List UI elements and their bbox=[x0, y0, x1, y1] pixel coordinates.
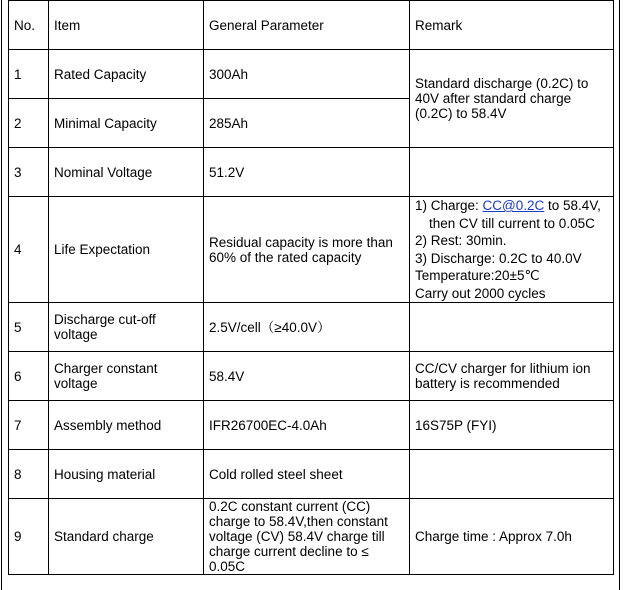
row-item: Standard charge bbox=[49, 499, 204, 575]
row-param: IFR26700EC-4.0Ah bbox=[204, 401, 410, 450]
row-param: 0.2C constant current (CC) charge to 58.4V,then constant voltage (CV) 58.4V charge till charge current decline to ≤ 0.05C bbox=[204, 499, 410, 575]
row-param: Residual capacity is more than 60% of the rated capacity bbox=[204, 197, 410, 303]
table-row bbox=[9, 450, 614, 499]
table-row bbox=[9, 499, 614, 575]
row-no: 6 bbox=[9, 352, 49, 401]
header-remark: Remark bbox=[410, 1, 614, 50]
row-item: Life Expectation bbox=[49, 197, 204, 303]
row-param: 51.2V bbox=[204, 148, 410, 197]
row-remark bbox=[410, 303, 614, 352]
row-param: 2.5V/cell（≥40.0V） bbox=[204, 303, 410, 352]
row-no: 8 bbox=[9, 450, 49, 499]
row-param: 285Ah bbox=[204, 99, 410, 148]
row-remark bbox=[410, 148, 614, 197]
table-row bbox=[9, 148, 614, 197]
life-charge-continued: then CV till current to 0.05C bbox=[429, 215, 595, 231]
page-border-right bbox=[619, 0, 620, 590]
row-item: Housing material bbox=[49, 450, 204, 499]
row-param: 58.4V bbox=[204, 352, 410, 401]
header-general-parameter: General Parameter bbox=[204, 1, 410, 50]
table-row bbox=[9, 303, 614, 352]
row-no: 9 bbox=[9, 499, 49, 575]
row-no: 4 bbox=[9, 197, 49, 303]
row-param: Cold rolled steel sheet bbox=[204, 450, 410, 499]
row-item: Rated Capacity bbox=[49, 50, 204, 99]
specification-table bbox=[8, 0, 614, 575]
row-remark: CC/CV charger for lithium ion battery is recommended bbox=[410, 352, 614, 401]
page-border-left bbox=[1, 0, 2, 590]
header-row bbox=[9, 1, 614, 50]
row-item: Assembly method bbox=[49, 401, 204, 450]
life-rest-line: 2) Rest: 30min. bbox=[415, 233, 507, 248]
row-no: 5 bbox=[9, 303, 49, 352]
life-cycles-line: Carry out 2000 cycles bbox=[415, 285, 546, 301]
cc-link[interactable]: CC@0.2C bbox=[482, 198, 545, 213]
header-no: No. bbox=[9, 1, 49, 50]
row-no: 3 bbox=[9, 148, 49, 197]
row-remark-capacity: Standard discharge (0.2C) to 40V after standard charge (0.2C) to 58.4V bbox=[410, 50, 614, 148]
row-no: 1 bbox=[9, 50, 49, 99]
row-remark: 16S75P (FYI) bbox=[410, 401, 614, 450]
row-no: 2 bbox=[9, 99, 49, 148]
row-item: Nominal Voltage bbox=[49, 148, 204, 197]
life-charge-line: 1) Charge: CC@0.2C to 58.4V, bbox=[415, 198, 601, 213]
row-param: 300Ah bbox=[204, 50, 410, 99]
row-remark-life-test bbox=[410, 197, 614, 303]
row-remark bbox=[410, 450, 614, 499]
header-item: Item bbox=[49, 1, 204, 50]
life-discharge-line: 3) Discharge: 0.2C to 40.0V bbox=[415, 250, 582, 266]
life-temperature-line: Temperature:20±5℃ bbox=[415, 268, 540, 283]
row-no: 7 bbox=[9, 401, 49, 450]
row-item: Discharge cut-off voltage bbox=[49, 303, 204, 352]
row-item: Charger constant voltage bbox=[49, 352, 204, 401]
row-item: Minimal Capacity bbox=[49, 99, 204, 148]
row-remark: Charge time : Approx 7.0h bbox=[410, 499, 614, 575]
table-row bbox=[9, 50, 614, 99]
table-row bbox=[9, 197, 614, 303]
table-row bbox=[9, 352, 614, 401]
table-row bbox=[9, 401, 614, 450]
